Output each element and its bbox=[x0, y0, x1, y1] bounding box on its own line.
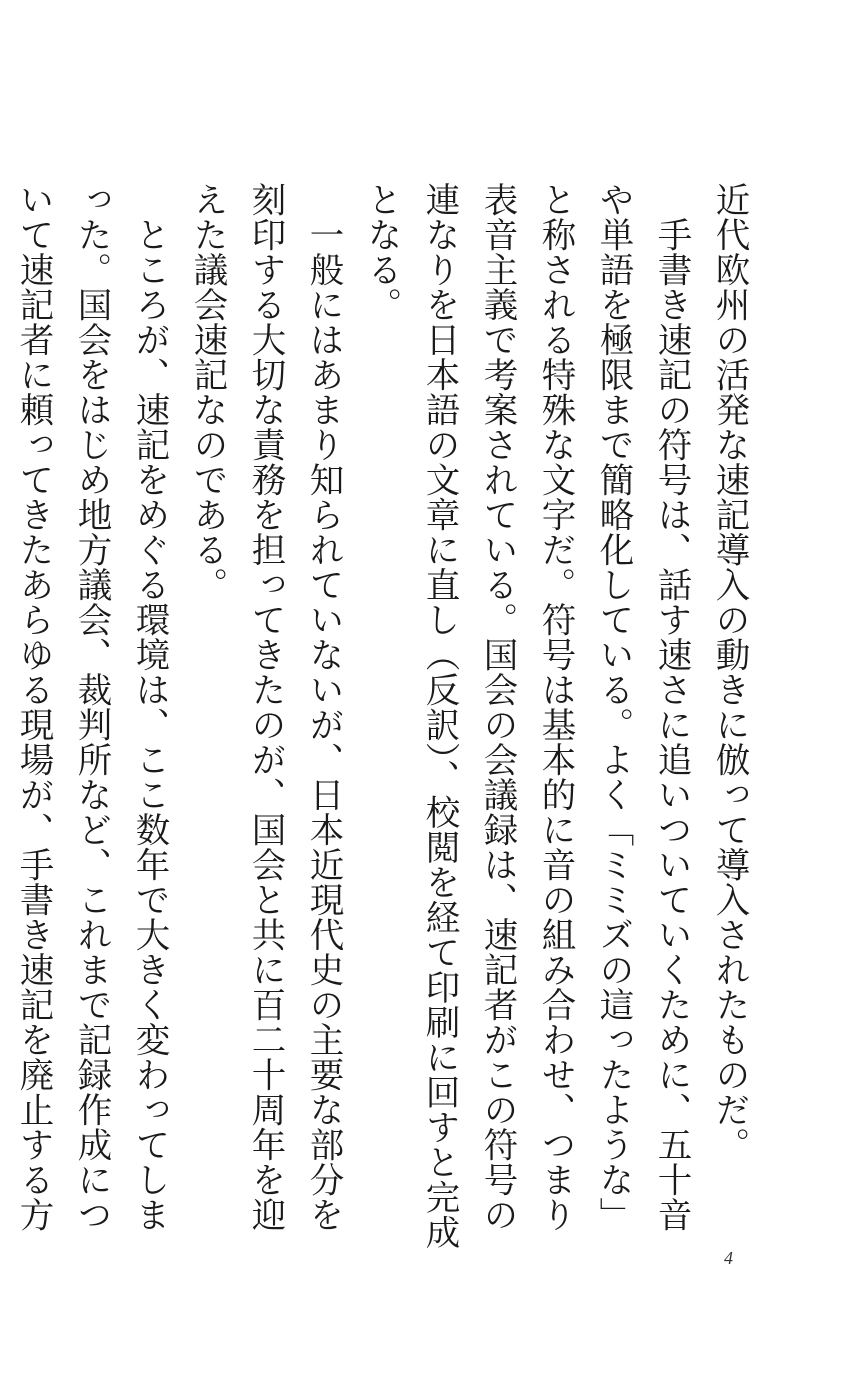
vertical-text-block bbox=[13, 182, 758, 1262]
page-number: 4 bbox=[724, 1248, 733, 1268]
paragraph-1: 近代欧州の活発な速記導入の動きに倣って導入されたものだ。 bbox=[709, 182, 749, 1162]
paragraph-2: 手書き速記の符号は、話す速さに追いついていくために、五十音や単語を極限まで簡略化している。よく「ミミズの這ったような」と称される特殊な文字だ。符号は基本的に音の組み合わせ、つまり表音主義で考案されている。国会の会議録は、速記者がこの符号の連なりを日本語の文章に直し（反訳）、校閲を経て印刷に回すと完成となる。 bbox=[361, 182, 691, 1250]
paragraph-3: 一般にはあまり知られていないが、日本近現代史の主要な部分を刻印する大切な責務を担ってきたのが、国会と共に百二十周年を迎えた議会速記なのである。 bbox=[187, 182, 343, 1232]
paragraph-4: ところが、速記をめぐる環境は、ここ数年で大きく変わってしまった。国会をはじめ地方議会、裁判所など、これまで記録作成について速記者に頼ってきたあらゆる現場が、手書き速記を廃止する方 bbox=[13, 182, 169, 1232]
